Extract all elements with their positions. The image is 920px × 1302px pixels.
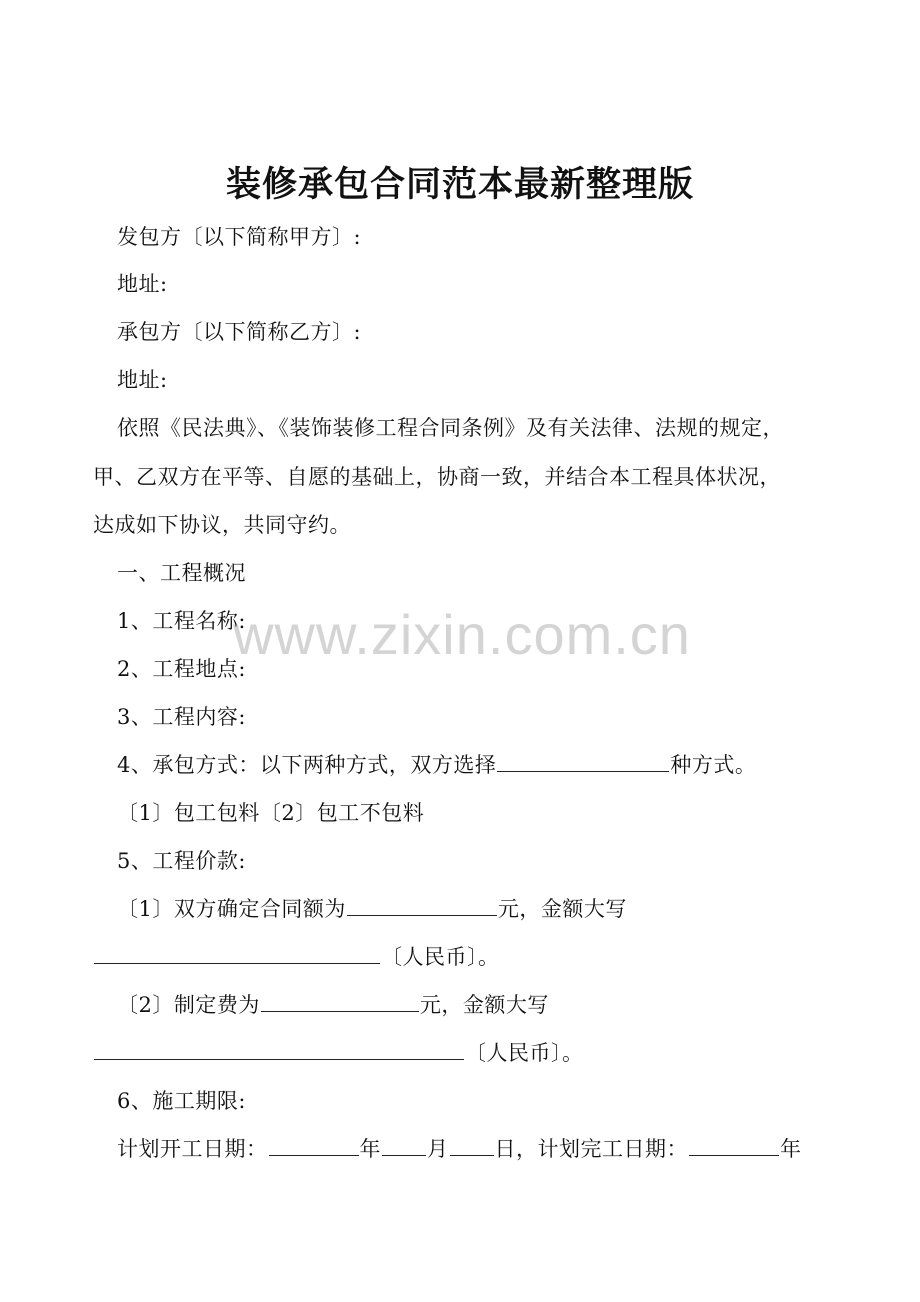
contract-method-text: 4、承包方式：以下两种方式，双方选择 bbox=[117, 753, 497, 777]
party-b-address-line: 地址: bbox=[117, 368, 168, 392]
contract-method-suffix: 种方式。 bbox=[670, 753, 757, 777]
rmb-label-1: 〔人民币〕。 bbox=[381, 945, 500, 969]
party-b-line: 承包方〔以下简称乙方〕: bbox=[117, 320, 362, 344]
start-month-unit: 月 bbox=[427, 1137, 449, 1161]
project-location-line: 2、工程地点: bbox=[117, 657, 246, 681]
contract-amount-words-blank[interactable] bbox=[94, 943, 380, 964]
contract-amount-blank[interactable] bbox=[347, 895, 497, 916]
start-date-label: 计划开工日期： bbox=[117, 1137, 268, 1161]
end-year-blank[interactable] bbox=[689, 1135, 779, 1156]
fee-text: 〔2〕制定费为 bbox=[117, 993, 260, 1017]
fee-suffix: 元，金额大写 bbox=[419, 993, 549, 1017]
construction-period-heading: 6、施工期限: bbox=[117, 1089, 246, 1113]
fee-words-line bbox=[93, 1038, 584, 1068]
document-title: 装修承包合同范本最新整理版 bbox=[225, 164, 694, 205]
schedule-line bbox=[117, 1134, 802, 1164]
contract-amount-words-line bbox=[93, 942, 500, 972]
preamble-line-3: 达成如下协议，共同守约。 bbox=[93, 513, 351, 537]
fee-words-blank[interactable] bbox=[94, 1039, 464, 1060]
contract-method-line bbox=[117, 750, 756, 780]
party-a-address-line: 地址: bbox=[117, 272, 168, 296]
rmb-label-2: 〔人民币〕。 bbox=[465, 1041, 584, 1065]
start-year-blank[interactable] bbox=[269, 1135, 359, 1156]
contract-amount-line bbox=[117, 894, 627, 924]
fee-amount-blank[interactable] bbox=[261, 991, 419, 1012]
method-choice-blank[interactable] bbox=[497, 751, 669, 772]
preamble-line-1: 依照《民法典》、《装饰装修工程合同条例》及有关法律、法规的规定， bbox=[117, 416, 784, 440]
contract-amount-suffix: 元，金额大写 bbox=[497, 897, 627, 921]
project-name-line: 1、工程名称: bbox=[117, 609, 246, 633]
preamble-line-2: 甲、乙双方在平等、自愿的基础上，协商一致，并结合本工程具体状况， bbox=[93, 465, 781, 489]
watermark: www.zixin.com.cn bbox=[233, 603, 691, 666]
start-year-unit: 年 bbox=[359, 1137, 381, 1161]
end-year-unit: 年 bbox=[780, 1137, 802, 1161]
party-a-line: 发包方〔以下简称甲方〕: bbox=[117, 225, 362, 249]
start-month-blank[interactable] bbox=[382, 1135, 426, 1156]
project-price-heading: 5、工程价款: bbox=[117, 849, 246, 873]
end-date-label: 日，计划完工日期： bbox=[494, 1137, 688, 1161]
fee-line bbox=[117, 990, 549, 1020]
section-1-heading: 一、工程概况 bbox=[117, 561, 246, 585]
start-day-blank[interactable] bbox=[450, 1135, 494, 1156]
contract-method-options: 〔1〕包工包料〔2〕包工不包料 bbox=[117, 801, 425, 825]
project-content-line: 3、工程内容: bbox=[117, 705, 246, 729]
contract-amount-text: 〔1〕双方确定合同额为 bbox=[117, 897, 346, 921]
